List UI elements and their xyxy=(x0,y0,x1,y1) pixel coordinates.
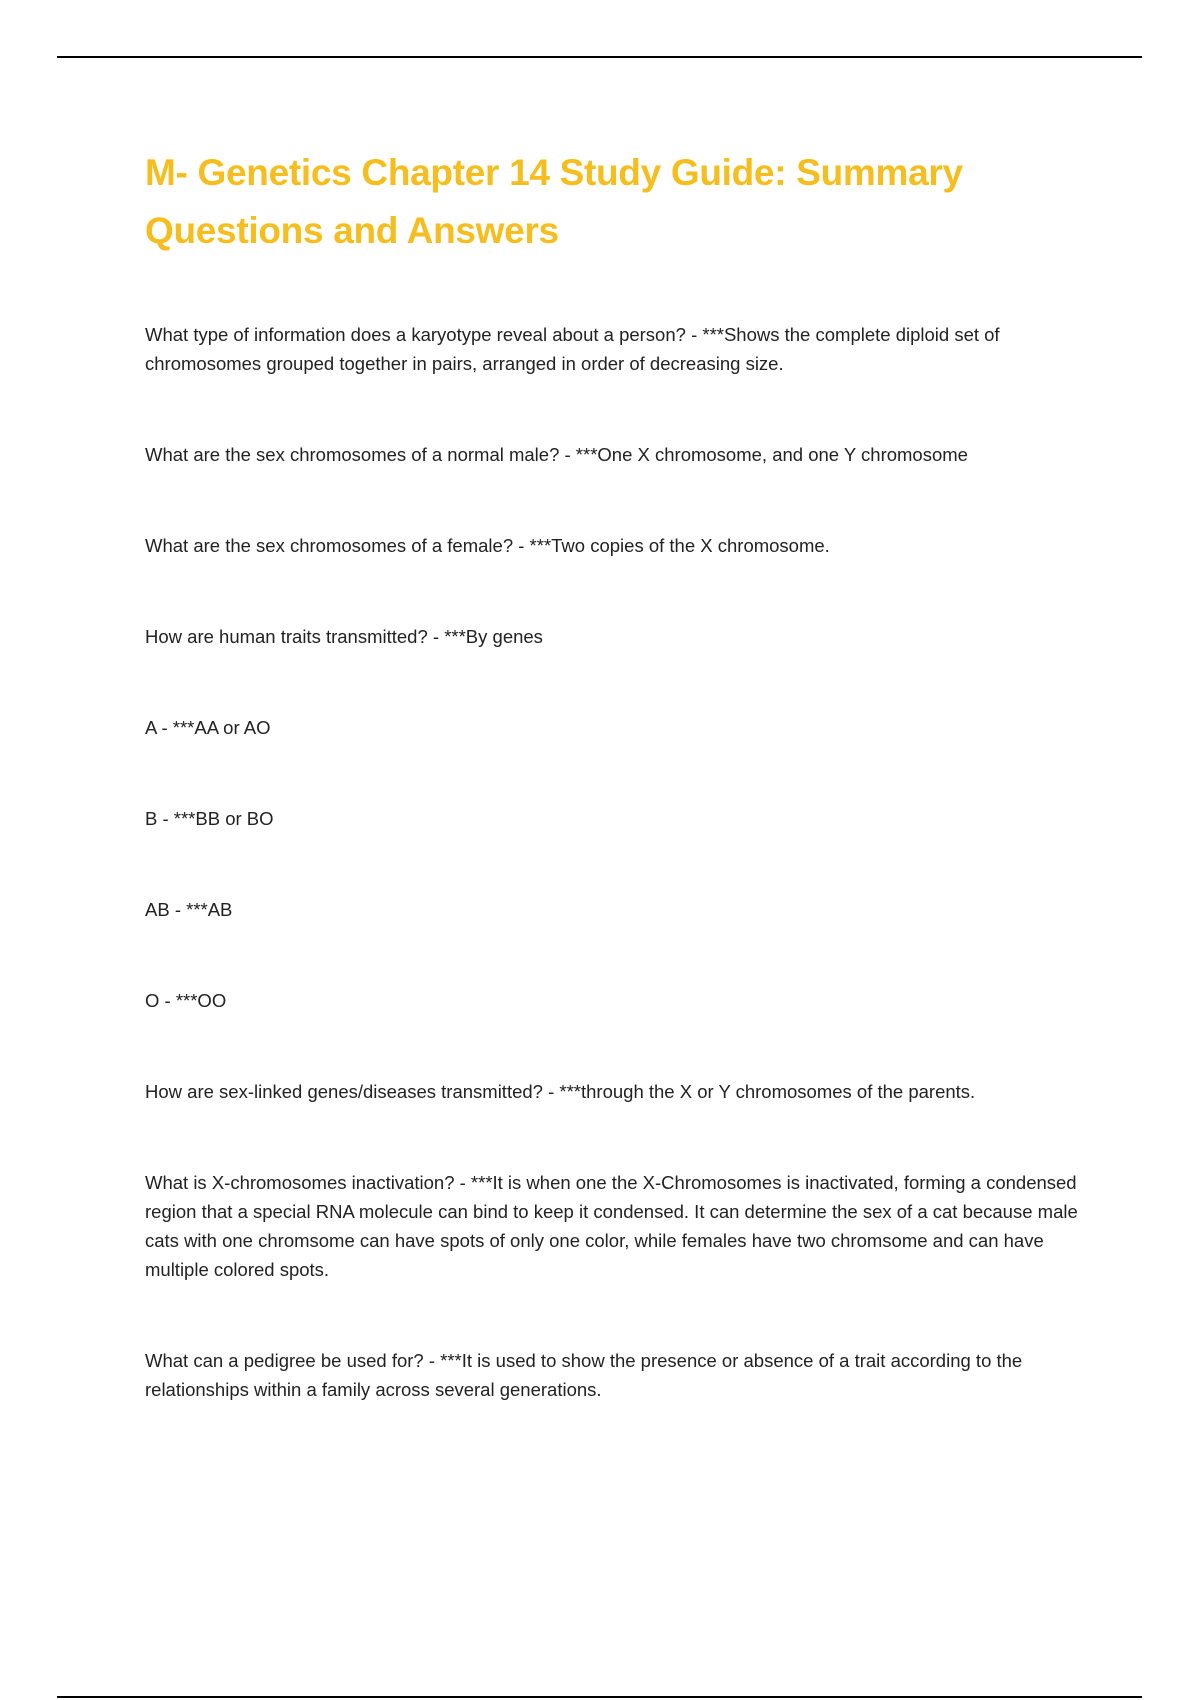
qa-item: What are the sex chromosomes of a normal male? - ***One X chromosome, and one Y chromosome xyxy=(145,444,968,465)
document-title: M- Genetics Chapter 14 Study Guide: Summary Questions and Answers xyxy=(145,152,963,251)
qa-item: How are human traits transmitted? - ***By genes xyxy=(145,626,543,647)
footer-rule xyxy=(57,1696,1142,1698)
qa-item: O - ***OO xyxy=(145,990,227,1011)
qa-item: What are the sex chromosomes of a female? - ***Two copies of the X chromosome. xyxy=(145,535,830,556)
qa-item: What type of information does a karyotype reveal about a person? - ***Shows the complete diploid set of chromosomes grouped together in pairs, arranged in order of decreasing size. xyxy=(145,324,1000,374)
qa-item: How are sex-linked genes/diseases transmitted? - ***through the X or Y chromosomes of the parents. xyxy=(145,1081,976,1102)
qa-item: What can a pedigree be used for? - ***It is used to show the presence or absence of a trait according to the relationships within a family across several generations. xyxy=(145,1350,1023,1400)
qa-item: B - ***BB or BO xyxy=(145,808,274,829)
header-rule xyxy=(57,56,1142,58)
qa-list xyxy=(145,320,1090,1404)
qa-item: AB - ***AB xyxy=(145,899,233,920)
qa-item: What is X-chromosomes inactivation? - ***It is when one the X-Chromosomes is inactivated, forming a condensed region that a special RNA molecule can bind to keep it condensed. It can determine the sex of a cat because male cats with one chromsome can have spots of only one color, while females have two chromsome and can have multiple colored spots. xyxy=(145,1172,1078,1280)
qa-item: A - ***AA or AO xyxy=(145,717,271,738)
